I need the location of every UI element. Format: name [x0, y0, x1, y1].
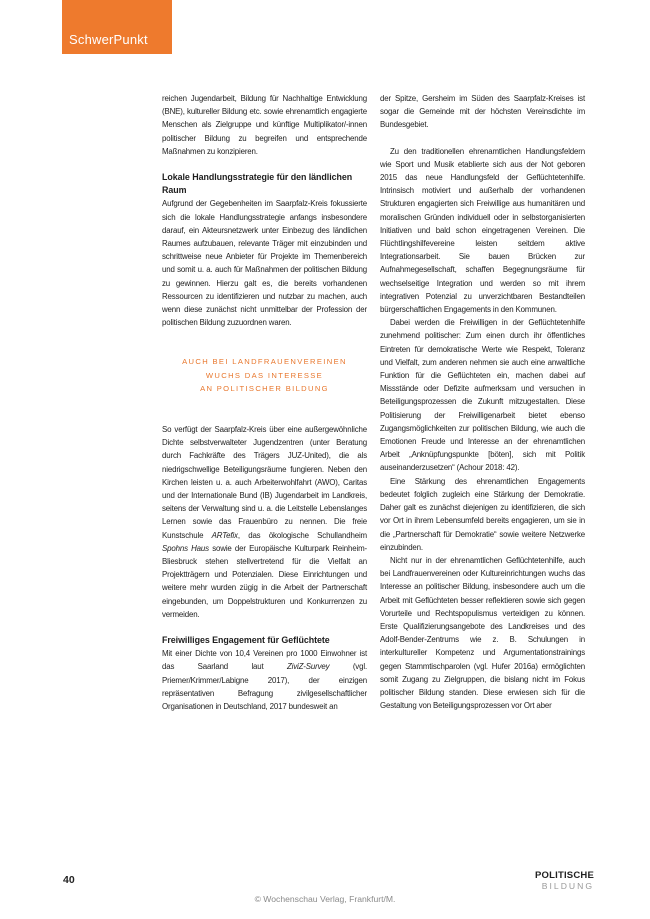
- heading-volunteer-engagement: Freiwilliges Engagement für Geflüchtete: [162, 635, 330, 645]
- pull-quote-line-2: WUCHS DAS INTERESSE: [205, 370, 324, 380]
- publication-logo: [516, 871, 594, 891]
- paragraph-politicization: Dabei werden die Freiwilligen in der Geflüchtetenhilfe zunehmend politischer: Zum einen durch ihr öffentliches Eintreten für demokratische Werte wie Respekt, Toleranz und Vielfalt, zum anderen nehmen sie auch eine anwaltliche Funktion für die Geflüchteten ein, machen dabei auf Missstände oder Defizite aufmerksam und versuchen in Beteiligungsprozessen die Zukunft mitzugestalten. Diese Politisierung der Freiwilligenarbeit bietet ebenso Zugangsmöglichkeiten zur politischen Bildung, wie auch die Emotionen Freude und Interesse an der ehrenamtlichen Arbeit „Anknüpfungspunkte [böten], sich mit Politik auseinanderzusetzen“ (Achour 2018: 42).: [380, 318, 585, 473]
- paragraph-network: So verfügt der Saarpfalz-Kreis über eine außergewöhnliche Dichte selbstverwalteter Jugendzentren (unter Beratung durch Fachkräfte des Trägers JUZ-United), die als niedrigschwellige Beteiligungsräume fungieren. Neben den Kirchen leisten u. a. auch Arbeiterwohlfahrt (AWO), Caritas und der Internationale Bund (IB) Jugendarbeit im Landkreis, seitens der Verwaltung sind u. a. die Leitstelle Lebenslanges Lernen sowie das Frauenbüro zu nennen. Die freie Kunstschule ARTefix, das ökologische Schullandheim Spohns Haus sowie der Europäische Kulturpark Reinheim-Bliesbruck stehen stellvertretend für die Vielfalt an Projektträgern und Potenzialen. Diese Einrichtungen und weitere mehr wurden zügig in die Arbeit der Partnerschaft eingebunden, um Doppelstrukturen und Konkurrenzen zu vermeiden.: [162, 424, 367, 619]
- artefix-name: ARTefix: [211, 530, 238, 540]
- logo-line-1: POLITISCHE: [534, 870, 594, 881]
- copyright-notice: © Wochenschau Verlag, Frankfurt/M.: [254, 894, 396, 904]
- left-column: [162, 92, 367, 713]
- paragraph-intro: reichen Jugendarbeit, Bildung für Nachhaltige Entwicklung (BNE), kultureller Bildung etc. sowie ehrenamtlich engagierte Menschen als Zielgruppe und künftige Multiplikator/-innen politischer Bildung zu begreifen und entsprechende Maßnahmen zu konzipieren.: [162, 94, 367, 156]
- ziviz-survey-name: ZiviZ-Survey: [286, 662, 330, 672]
- logo-line-2: BILDUNG: [541, 881, 594, 891]
- page-number: 40: [63, 874, 75, 886]
- paragraph-volunteer: Mit einer Dichte von 10,4 Vereinen pro 1000 Einwohner ist das Saarland laut ZiviZ-Survey (vgl. Priemer/Krimmer/Labigne 2017), der einzigen repräsentativen Befragung zivilgesellschaftlicher Organisationen in Deutschland, 2017 bundesweit an: [162, 649, 367, 712]
- pull-quote-line-1: AUCH BEI LANDFRAUENVEREINEN: [182, 357, 347, 367]
- pull-quote-line-3: AN POLITISCHER BILDUNG: [200, 384, 329, 394]
- heading-local-strategy: Lokale Handlungsstrategie für den ländlichen Raum: [162, 172, 353, 196]
- spohns-haus-name: Spohns Haus: [162, 543, 209, 553]
- paragraph-refugee-help: Zu den traditionellen ehrenamtlichen Handlungsfeldern wie Sport und Musik etablierte sich aus der Not geboren 2015 das neue Handlungsfeld der Geflüchtetenhilfe. Intrinsisch motiviert und außerhalb der vorhandenen Strukturen engagierten sich Freiwillige aus humanitären und moralischen Gründen individuell oder in selbstorganisierten Initiativen und bald schon eingetragenen Vereinen. Die Flüchtlingshilfevereine leisten seitdem aktive Integrationsarbeit. Sie bauen Brücken zur Aufnahmegesellschaft, schaffen Begegnungsräume für wechselseitige Integration und werden so mit ihrem integrativen Potenzial zu unverzichtbaren Bestandteilen bürgerschaftlichen Engagements in den Kommunen.: [380, 146, 585, 315]
- section-tab: [62, 0, 172, 54]
- section-label: SchwerPunkt: [69, 32, 148, 47]
- paragraph-continued: der Spitze, Gersheim im Süden des Saarpfalz-Kreises ist sogar die Gemeinde mit der höchsten Vereinsdichte im Bundesgebiet.: [380, 94, 585, 130]
- paragraph-strategy: Aufgrund der Gegebenheiten im Saarpfalz-Kreis fokussierte sich die lokale Handlungsstrategie anfangs insbesondere darauf, ein Akteursnetzwerk unter Einbezug des ländlichen Raumes aufzubauen, relevante Träger mit einzubinden und schrittweise neue Anbieter für Projekte im Themenbereich und somit u. a. auch für Maßnahmen der politischen Bildung zu gewinnen. Hierzu galt es, die bereits vorhandenen Ressourcen zu identifizieren und nutzbar zu machen, auch wenn diese zunächst nicht unmittelbar der Profession der politischen Bildung zuzuordnen waren.: [162, 199, 367, 328]
- paragraph-landfrauen: Nicht nur in der ehrenamtlichen Geflüchtetenhilfe, auch bei Landfrauenvereinen oder Kultureinrichtungen wuchs das Interesse an politischer Bildung, insbesondere auch um die Arbeit mit Geflüchteten besser reflektieren sowie sich gegen Vorurteile und Rechtspopulismus verteidigen zu können. Erste Qualifizierungsangebote des Landkreises und des Adolf-Bender-Zentrums wie z. B. Schulungen in interkultureller Kompetenz und Argumentationstrainings gegen Stammtischparolen (vgl. Hufer 2016a) ermöglichten somit Zugang zu Zielgruppen, die bislang nicht im Fokus politischer Bildung standen. Diese erwiesen sich für die Gestaltung von Beteiligungsprozessen vor Ort aber: [380, 555, 585, 711]
- right-column: [380, 92, 585, 712]
- pull-quote: [162, 355, 367, 396]
- paragraph-strengthening: Eine Stärkung des ehrenamtlichen Engagements bedeutet folglich zugleich eine Stärkung der Demokratie. Daher galt es zunächst diejenigen zu identifizieren, die sich vor Ort in ihrem Lebensumfeld bereits engagieren, um sie in die „Partnerschaft für Demokratie“ sowie weitere Netzwerke einzubinden.: [380, 476, 585, 552]
